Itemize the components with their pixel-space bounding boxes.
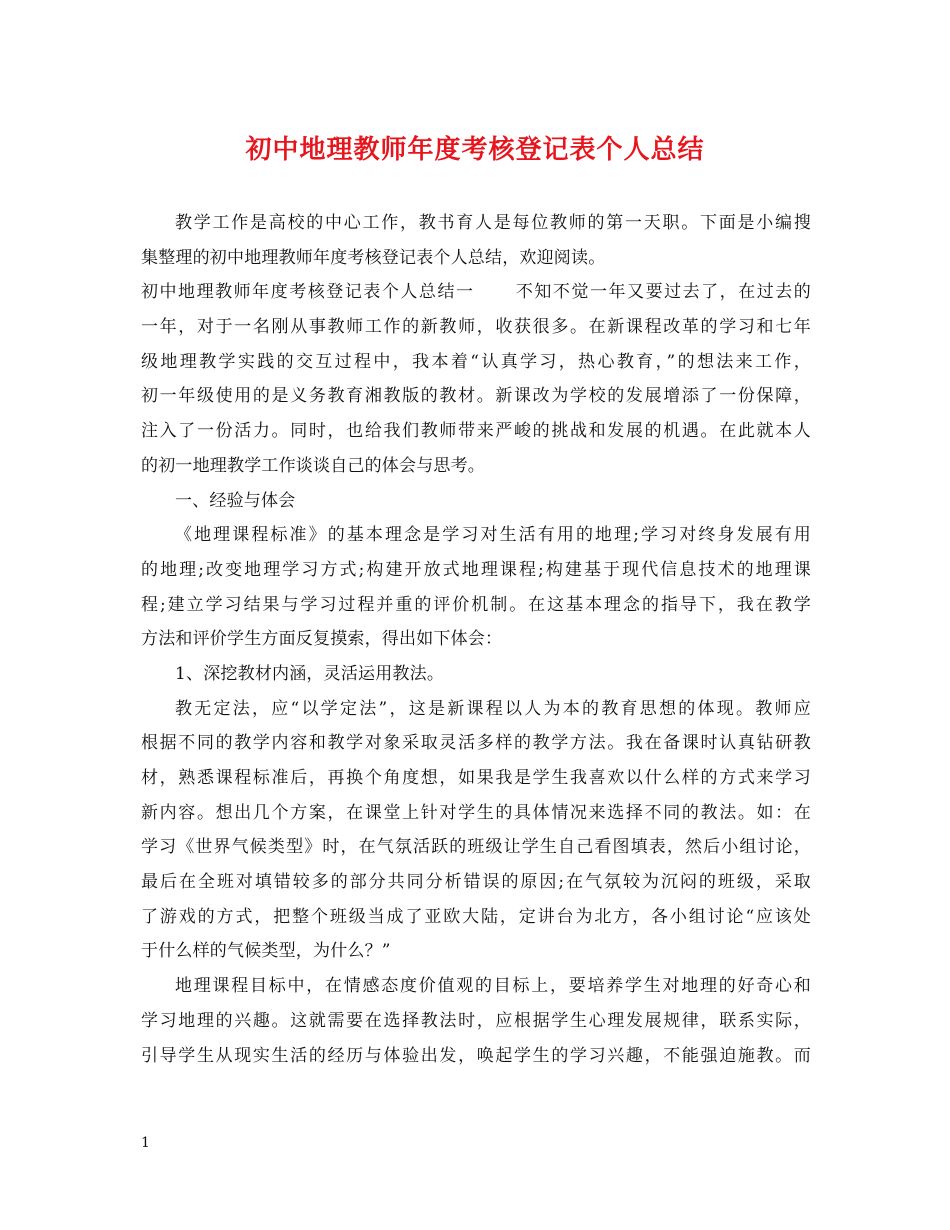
section1-line-6: 的初一地理教学工作谈谈自己的体会与思考。 <box>141 455 485 476</box>
section1-line-1: 不知不觉一年又要过去了，在过去的 <box>514 282 811 303</box>
goals-line-2: 学习地理的兴趣。这就需要在选择教法时，应根据学生心理发展规律，联系实际， <box>141 1010 811 1031</box>
standard-line-4: 方法和评价学生方面反复摸索，得出如下体会： <box>141 629 503 650</box>
intro-line-2: 集整理的初中地理教师年度考核登记表个人总结，欢迎阅读。 <box>141 247 606 268</box>
goals-line-3: 引导学生从现实生活的经历与体验出发，唤起学生的学习兴趣，不能强迫施教。而 <box>141 1045 811 1066</box>
section1-heading: 初中地理教师年度考核登记表个人总结一 <box>141 282 475 303</box>
goals-line-1: 地理课程目标中，在情感态度价值观的目标上，要培养学生对地理的好奇心和 <box>175 976 811 997</box>
methods-line-1: 教无定法，应“以学定法”，这是新课程以人为本的教育思想的体现。教师应 <box>175 698 811 719</box>
methods-line-5: 学习《世界气候类型》时，在气氛活跃的班级让学生自己看图填表，然后小组讨论， <box>141 837 811 858</box>
methods-line-3: 材，熟悉课程标准后，再换个角度想，如果我是学生我喜欢以什么样的方式来学习 <box>141 768 811 788</box>
methods-line-8: 于什么样的气候类型，为什么？” <box>141 941 391 962</box>
section1-line-5: 注入了一份活力。同时，也给我们教师带来严峻的挑战和发展的机遇。在此就本人 <box>141 421 811 442</box>
section1-line-2: 一年，对于一名刚从事教师工作的新教师，收获很多。在新课程改革的学习和七年 <box>141 317 811 338</box>
point-1-heading: 1、深挖教材内涵，灵活运用教法。 <box>175 663 445 684</box>
section1-line-4: 初一年级使用的是义务教育湘教版的教材。新课改为学校的发展增添了一份保障， <box>141 386 811 407</box>
section1-first-line <box>141 275 811 310</box>
intro-line-1: 教学工作是高校的中心工作，教书育人是每位教师的第一天职。下面是小编搜 <box>175 213 811 233</box>
methods-line-7: 了游戏的方式，把整个班级当成了亚欧大陆，定讲台为北方，各小组讨论“应该处 <box>141 906 811 927</box>
methods-line-2: 根据不同的教学内容和教学对象采取灵活多样的教学方法。我在备课时认真钻研教 <box>141 733 811 754</box>
document-title: 初中地理教师年度考核登记表个人总结 <box>245 135 705 165</box>
methods-line-4: 新内容。想出几个方案，在课堂上针对学生的具体情况来选择不同的教法。如：在 <box>141 802 811 823</box>
standard-line-2: 的地理;改变地理学习方式;构建开放式地理课程;构建基于现代信息技术的地理课 <box>141 559 811 580</box>
methods-line-6: 最后在全班对填错较多的部分共同分析错误的原因;在气氛较为沉闷的班级，采取 <box>141 872 811 893</box>
section1-line-3: 级地理教学实践的交互过程中，我本着“认真学习，热心教育，”的想法来工作， <box>141 351 811 372</box>
standard-line-1: 《地理课程标准》的基本理念是学习对生活有用的地理;学习对终身发展有用 <box>175 525 811 546</box>
document-body <box>141 206 811 1073</box>
heading-experience: 一、经验与体会 <box>175 490 296 511</box>
page-number: 1 <box>141 1135 150 1151</box>
standard-line-3: 程;建立学习结果与学习过程并重的评价机制。在这基本理念的指导下，我在教学 <box>141 594 811 615</box>
